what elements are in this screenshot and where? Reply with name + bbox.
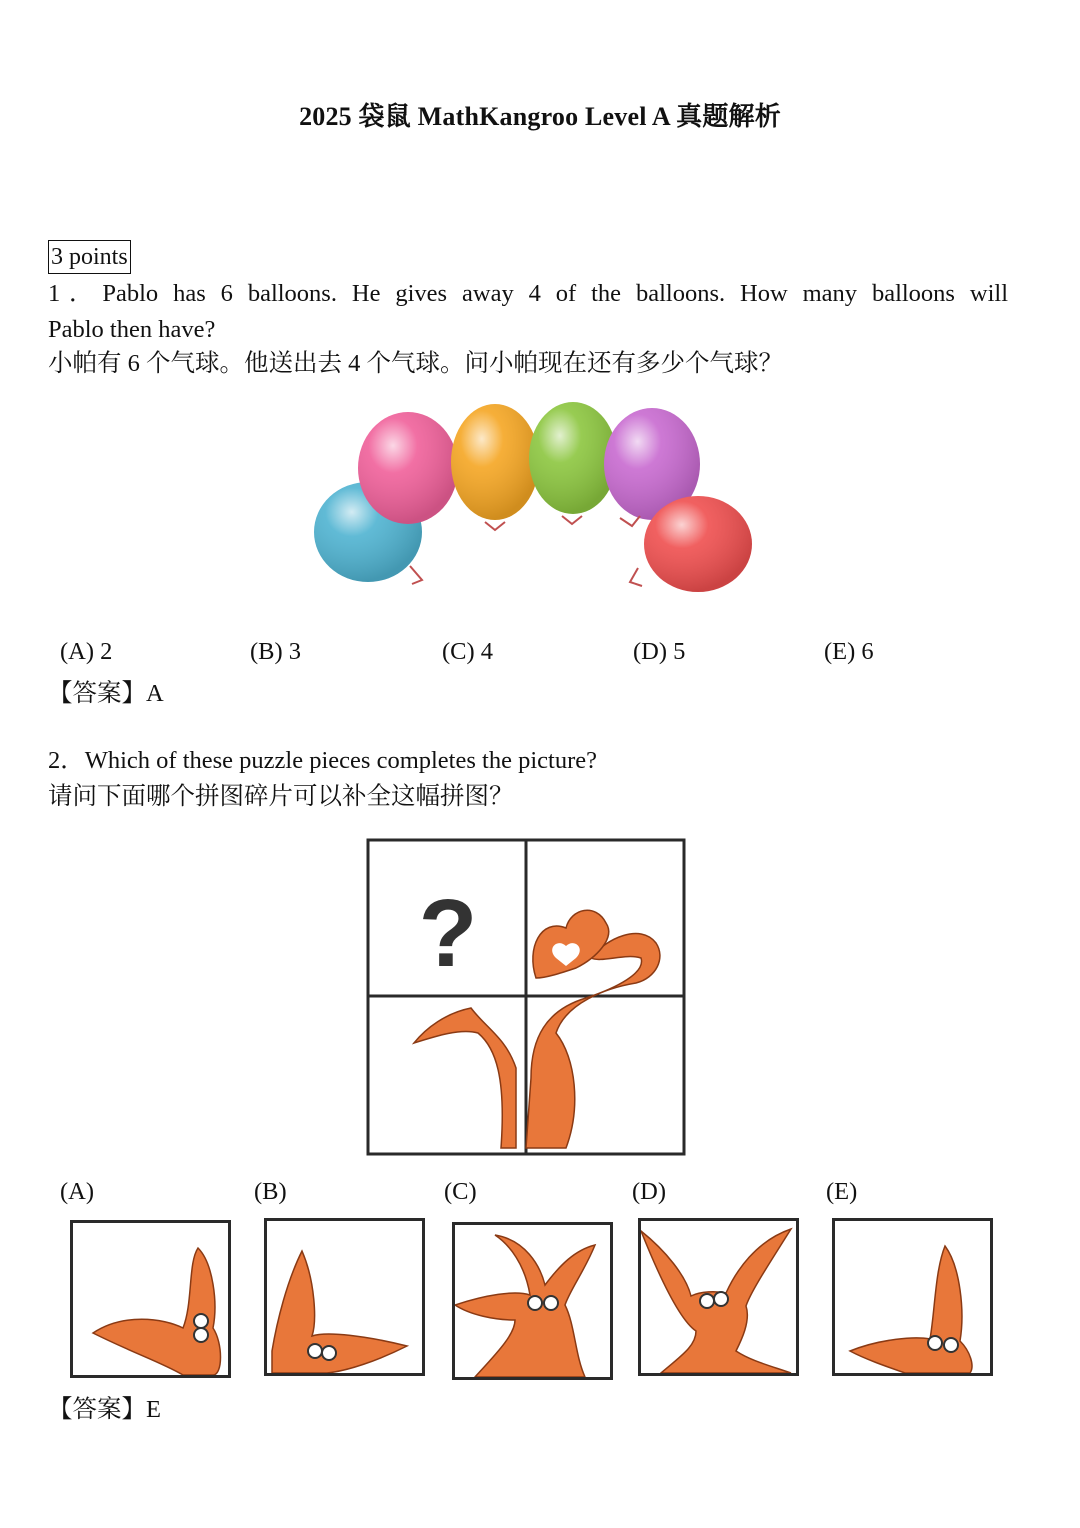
q2-piece-e [832, 1218, 993, 1376]
q2-choice-label-c: (C) [444, 1178, 477, 1205]
q2-piece-a [70, 1220, 231, 1378]
balloon-pink [358, 412, 458, 524]
page-title: 2025 袋鼠 MathKangroo Level A 真题解析 [299, 102, 781, 131]
q1-question-en [48, 276, 1008, 348]
q2-choice-label-d: (D) [632, 1178, 667, 1205]
q2-piece-b [264, 1218, 425, 1376]
q2-choice-label-a: (A) [60, 1178, 95, 1205]
q2-choice-label-e: (E) [826, 1178, 858, 1205]
q2-answer: 【答案】E [48, 1396, 161, 1423]
q1-choice-c: (C) 4 [442, 638, 494, 665]
q2-question-en: 2．Which of these puzzle pieces completes the picture? [48, 747, 597, 774]
kangaroo-head-a-image [73, 1223, 228, 1375]
puzzle-grid [366, 838, 688, 1158]
q1-question-en-line1: 1．Pablo has 6 balloons. He gives away 4 of the balloons. How many balloons will [48, 280, 1008, 307]
kangaroo-head-b-image [267, 1221, 422, 1373]
kangaroo-head-d-image [641, 1221, 796, 1373]
points-badge: 3 points [48, 240, 131, 274]
q1-choice-a: (A) 2 [60, 638, 113, 665]
question-mark: ? [418, 880, 478, 987]
q2-choice-label-b: (B) [254, 1178, 287, 1205]
kangaroo-head-e-image [835, 1221, 990, 1373]
q1-question-zh: 小帕有 6 个气球。他送出去 4 个气球。问小帕现在还有多少个气球？ [48, 350, 783, 377]
balloons-illustration [300, 396, 770, 606]
kangaroo-head-c-image [455, 1225, 610, 1377]
q2-piece-c [452, 1222, 613, 1380]
q1-choice-b: (B) 3 [250, 638, 302, 665]
q1-choice-d: (D) 5 [633, 638, 686, 665]
q1-choice-e: (E) 6 [824, 638, 874, 665]
q1-question-en-line2: Pablo then have? [48, 316, 216, 343]
balloon-green [529, 402, 617, 524]
q2-question-zh: 请问下面哪个拼图碎片可以补全这幅拼图？ [48, 783, 514, 810]
q2-piece-d [638, 1218, 799, 1376]
balloon-orange [451, 404, 539, 530]
q1-answer: 【答案】A [48, 680, 164, 707]
